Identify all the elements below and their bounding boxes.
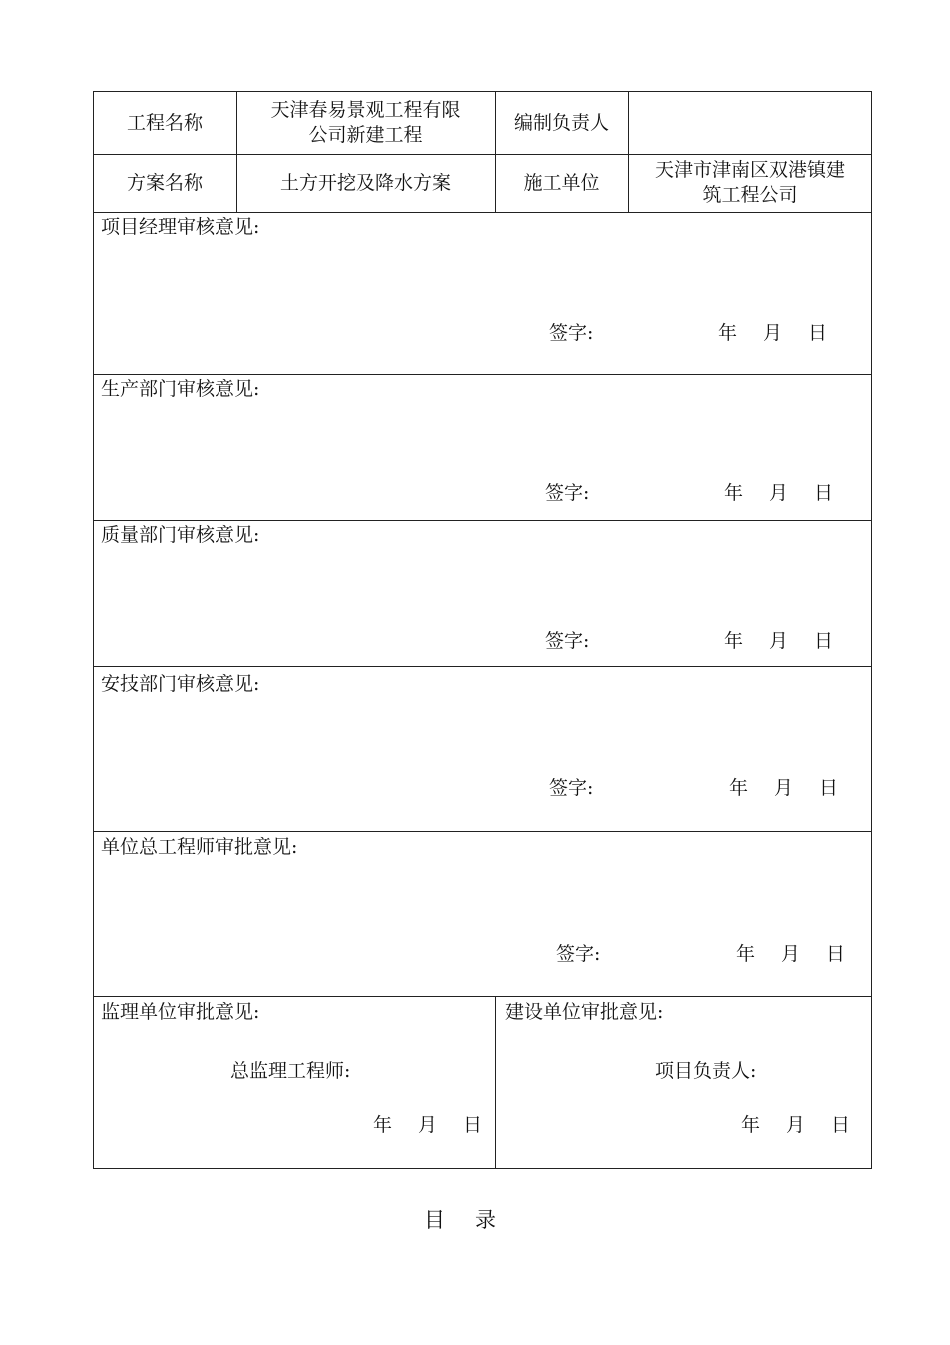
year-label: 年 [724,630,744,652]
month-label: 月 [774,777,794,799]
year-label: 年 [724,482,744,504]
project-name-value [236,92,495,154]
contractor-line2: 筑工程公司 [702,184,798,206]
date-field [741,1113,850,1137]
section-title: 生产部门审核意见: [101,378,260,400]
month-label: 月 [781,943,801,965]
month-label: 月 [769,630,789,652]
day-label: 日 [808,322,828,344]
approval-form-table [93,91,872,1169]
date-field [724,481,833,505]
day-label: 日 [819,777,839,799]
section-title: 单位总工程师审批意见: [101,836,298,858]
date-field [718,321,827,345]
signature-label: 签字: [549,777,594,799]
row-divider [94,520,871,521]
date-field [724,629,833,653]
signature-label: 签字: [545,630,590,652]
table-of-contents-heading: 目录 [424,1208,526,1232]
plan-name-value: 土方开挖及降水方案 [279,171,451,194]
row-divider [94,996,871,997]
date-field [729,776,838,800]
row-divider [94,212,871,213]
contractor-label: 施工单位 [523,171,600,194]
month-label: 月 [418,1114,438,1136]
col-divider [495,996,496,1169]
signature-label: 签字: [549,322,594,344]
month-label: 月 [763,322,783,344]
year-label: 年 [736,943,756,965]
contractor-value [628,154,872,212]
row-divider [94,374,871,375]
month-label: 月 [769,482,789,504]
year-label: 年 [718,322,738,344]
supervision-title: 监理单位审批意见: [101,1001,260,1023]
row-divider [94,831,871,832]
compiler-label: 编制负责人 [513,111,609,134]
section-title: 质量部门审核意见: [101,524,260,546]
project-name-label: 工程名称 [126,111,203,134]
project-leader-label: 项目负责人: [655,1060,757,1082]
date-field [373,1113,482,1137]
day-label: 日 [463,1114,483,1136]
year-label: 年 [729,777,749,799]
contractor-line1: 天津市津南区双港镇建 [654,159,845,181]
section-title: 项目经理审核意见: [101,216,260,238]
year-label: 年 [373,1114,393,1136]
project-name-line1: 天津春易景观工程有限 [270,99,461,121]
day-label: 日 [831,1114,851,1136]
year-label: 年 [741,1114,761,1136]
plan-name-label: 方案名称 [126,171,203,194]
signature-label: 签字: [556,943,601,965]
chief-supervisor-label: 总监理工程师: [230,1060,351,1082]
day-label: 日 [826,943,846,965]
compiler-value [628,92,872,154]
section-title: 安技部门审核意见: [101,673,260,695]
day-label: 日 [814,482,834,504]
month-label: 月 [786,1114,806,1136]
row-divider [94,666,871,667]
owner-title: 建设单位审批意见: [505,1001,664,1023]
day-label: 日 [814,630,834,652]
date-field [736,942,845,966]
signature-label: 签字: [545,482,590,504]
project-name-line2: 公司新建工程 [308,124,423,146]
